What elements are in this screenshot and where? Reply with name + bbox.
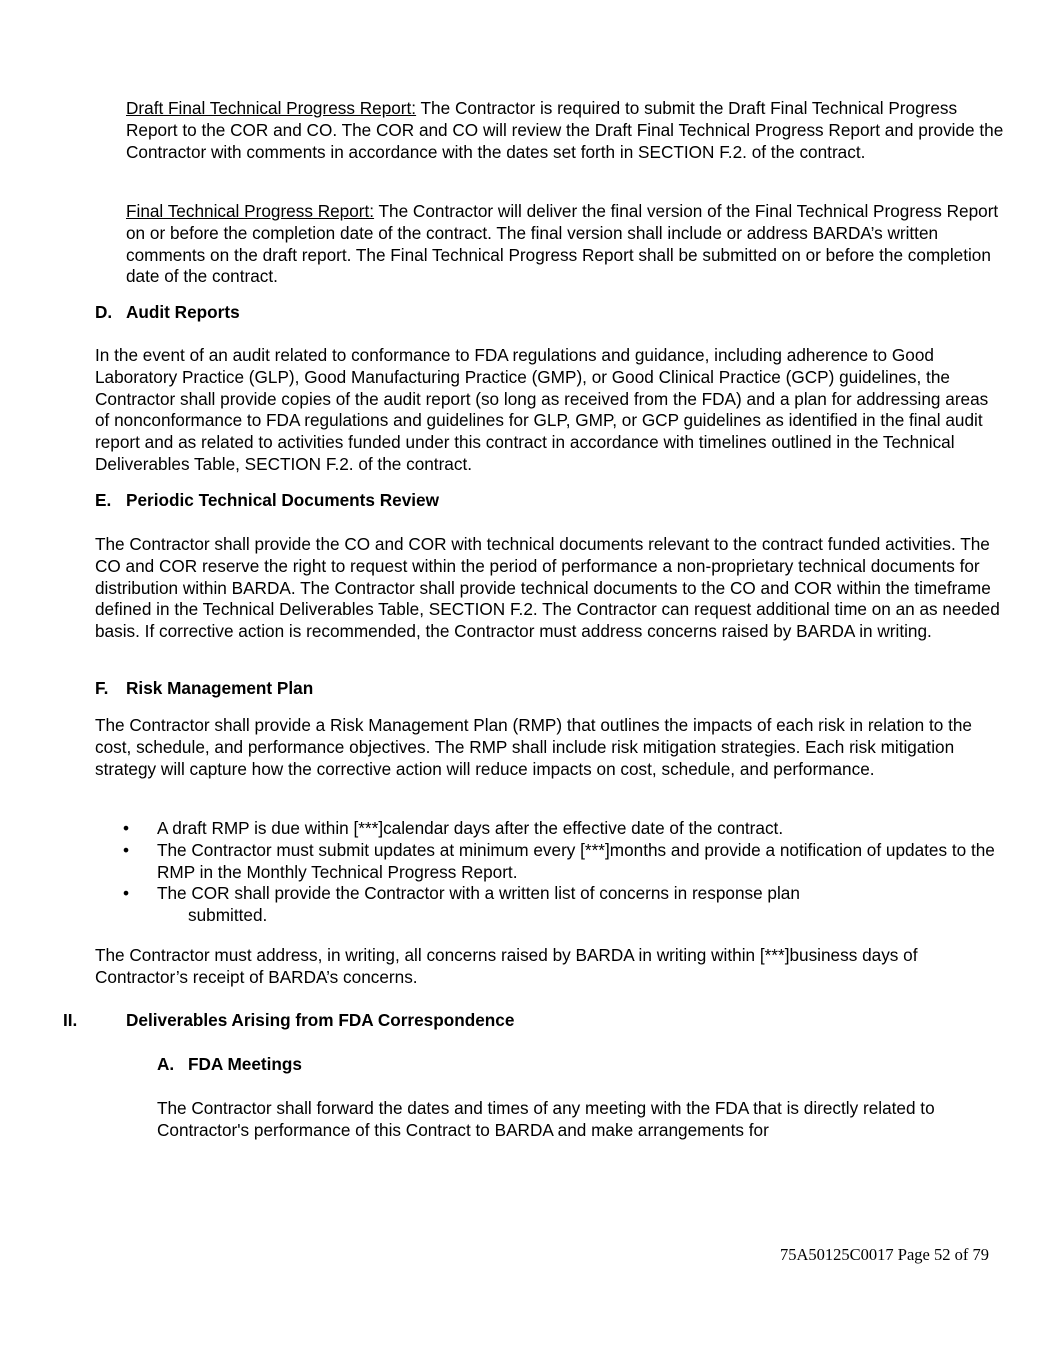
section-e-body: The Contractor shall provide the CO and COR with technical documents relevant to the contract funded activities. The CO and COR reserve the right to request within the period of performance a non-proprietary technical documents for distribution within BARDA. The Contractor shall provide technical documents to the CO and COR within the timeframe defined in the Technical Deliverables Table, SECTION F.2. The Contractor can request additional time on an as needed basis. If corrective action is recommended, the Contractor must address concerns raised by BARDA in writing. (95, 534, 1000, 642)
section-d-heading (95, 302, 1000, 324)
section-f-heading (95, 678, 1000, 700)
final-report-text: The Contractor will deliver the final version of the Final Technical Progress Report on or before the completion date of the contract. The final version shall include or address BARDA’s written comments on the draft report. The Final Technical Progress Report shall be submitted on or before the completion date of the contract. (126, 201, 999, 287)
list-item: • A draft RMP is due within [***]calendar days after the effective date of the contract. (120, 818, 1000, 840)
section-e-title: Periodic Technical Documents Review (126, 490, 439, 510)
section-ii-title: Deliverables Arising from FDA Correspondence (126, 1010, 515, 1030)
draft-final-report-text: The Contractor is required to submit the Draft Final Technical Progress Report to the COR and CO. The COR and CO will review the Draft Final Technical Progress Report and provide the Contractor with comments in accordance with the dates set forth in SECTION F.2. of the contract. (126, 98, 1004, 162)
section-e-heading (95, 490, 1000, 512)
section-ii-heading (63, 1010, 514, 1032)
section-d-body: In the event of an audit related to conformance to FDA regulations and guidance, including adherence to Good Laboratory Practice (GLP), Good Manufacturing Practice (GMP), or Good Clinical Practice (GCP) guidelines, the Contractor shall provide copies of the audit report (so long as received from the FDA) and a plan for addressing areas of nonconformance to FDA regulations and guidelines for GLP, GMP, or GCP guidelines as identified in the final audit report and as related to activities funded under this contract in accordance with timelines outlined in the Technical Deliverables Table, SECTION F.2. of the contract. (95, 345, 989, 474)
section-f-letter: F. (95, 678, 109, 698)
draft-final-report-label: Draft Final Technical Progress Report: (126, 98, 417, 118)
page-footer: 75A50125C0017 Page 52 of 79 (780, 1245, 989, 1264)
draft-final-report-paragraph (126, 98, 1006, 163)
list-item (120, 883, 1000, 927)
section-d-title: Audit Reports (126, 302, 240, 322)
section-d-letter: D. (95, 302, 113, 322)
section-ii-number: II. (63, 1010, 78, 1030)
final-report-paragraph (126, 201, 1006, 288)
list-item: • The Contractor must submit updates at minimum every [***]months and provide a notification of updates to the RMP in the Monthly Technical Progress Report. (120, 840, 1000, 884)
section-f-title: Risk Management Plan (126, 678, 314, 698)
bullet-3-line-1: The COR shall provide the Contractor with a written list of concerns in response plan (157, 883, 800, 904)
section-ii-a-heading (157, 1054, 977, 1076)
section-ii-a-title: FDA Meetings (188, 1054, 302, 1074)
bullet-3-line-2: submitted. (188, 905, 268, 926)
section-ii-a-letter: A. (157, 1054, 175, 1074)
rmp-bullet-list (120, 818, 1000, 927)
section-e-letter: E. (95, 490, 112, 510)
final-report-label: Final Technical Progress Report: (126, 201, 375, 221)
section-f-body: The Contractor shall provide a Risk Management Plan (RMP) that outlines the impacts of each risk in relation to the cost, schedule, and performance objectives. The RMP shall include risk mitigation strategies. Each risk mitigation strategy will capture how the corrective action will reduce impacts on cost, schedule, and performance. (95, 715, 972, 779)
section-ii-a-body: The Contractor shall forward the dates and times of any meeting with the FDA that is directly related to Contractor's performance of this Contract to BARDA and make arrangements for (157, 1098, 935, 1140)
section-f-closing: The Contractor must address, in writing, all concerns raised by BARDA in writing within [***]business days of Contractor’s receipt of BARDA’s concerns. (95, 945, 918, 987)
